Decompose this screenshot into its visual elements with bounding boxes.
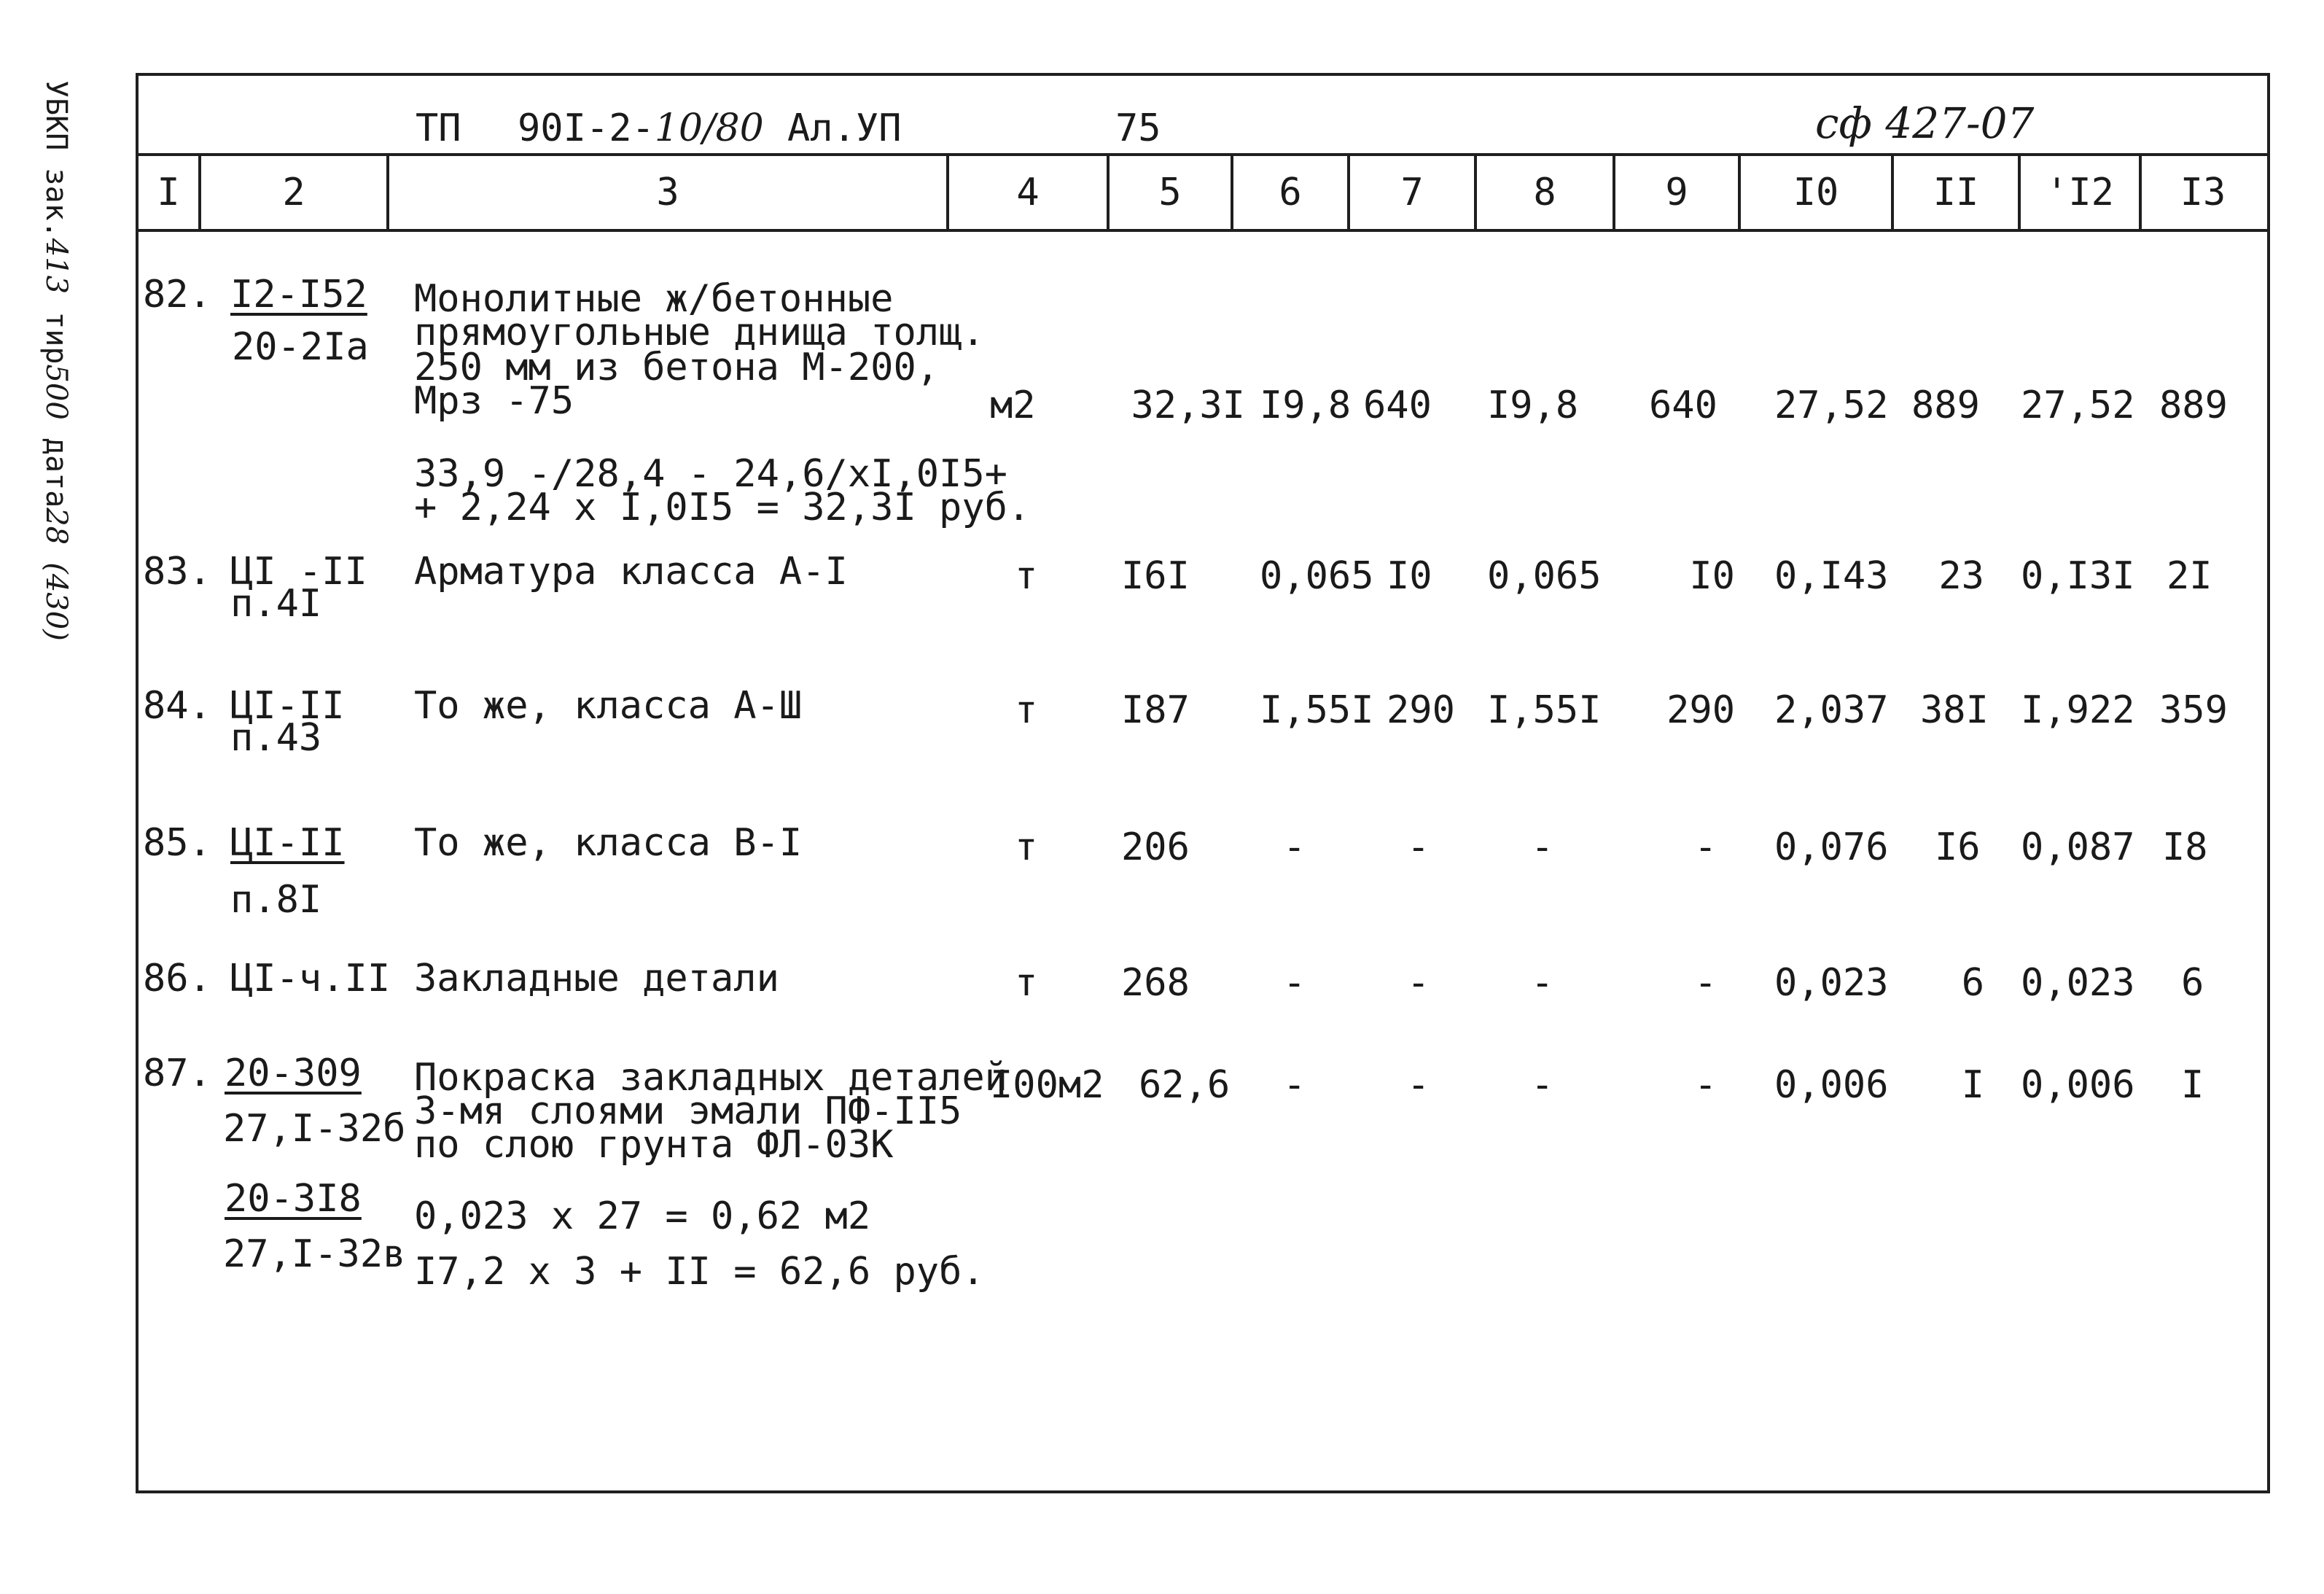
- cell-col12: 0,I3I: [2021, 554, 2135, 598]
- side-stamp-circ: 500: [39, 364, 73, 420]
- row-calculation-line: 33,9 -/28,4 - 24,6/xI,0I5+: [414, 452, 1007, 496]
- row-description-line: Мрз -75: [414, 379, 574, 423]
- row-calculation-line: + 2,24 x I,0I5 = 32,3I руб.: [414, 486, 1031, 529]
- col-header-5: 5: [1158, 171, 1182, 214]
- cell-col6: -: [1283, 825, 1306, 869]
- cell-col13: 2I: [2167, 554, 2212, 598]
- row-unit: т: [1015, 554, 1038, 598]
- col-header-12: 'I2: [2046, 171, 2114, 214]
- cell-col9: 640: [1649, 384, 1717, 427]
- row-unit: I00м2: [990, 1063, 1104, 1107]
- album-label: Ал.УП: [787, 106, 902, 150]
- cell-col9: 290: [1666, 688, 1735, 732]
- row-code-quaternary: 27,I-32в: [223, 1232, 406, 1276]
- col-header-1: I: [157, 171, 180, 214]
- row-code-primary: 20-309: [225, 1051, 362, 1095]
- row-code-secondary: п.43: [230, 716, 322, 760]
- side-stamp-printed: УБКП зак.: [39, 80, 73, 238]
- col-header-11: II: [1933, 171, 1979, 214]
- cell-col8: -: [1531, 825, 1554, 869]
- row-code-primary: ЦI-II: [230, 821, 345, 865]
- cell-col6: I,55I: [1260, 688, 1374, 732]
- cell-col7: I0: [1387, 554, 1432, 598]
- row-unit: т: [1015, 961, 1038, 1005]
- row-calculation-line: 0,023 x 27 = 0,62 м2: [414, 1194, 871, 1238]
- row-number: 85.: [143, 821, 211, 865]
- cell-col12: 0,087: [2021, 825, 2135, 869]
- cell-col7: -: [1407, 825, 1430, 869]
- row-code-secondary: 20-2Iа: [232, 325, 369, 369]
- row-code-primary: ЦI-ч.II: [230, 957, 391, 1000]
- row-number: 83.: [143, 550, 211, 594]
- page-number: 75: [1115, 106, 1161, 150]
- row-code-primary: ЦI -II: [230, 550, 367, 594]
- cell-col8: -: [1531, 961, 1554, 1005]
- cell-col13: 6: [2181, 961, 2204, 1005]
- col-header-7: 7: [1400, 171, 1424, 214]
- row-description-line: 3-мя слоями эмали ПФ-II5: [414, 1089, 962, 1133]
- cell-col9: -: [1694, 961, 1717, 1005]
- cell-col12: 0,023: [2021, 961, 2135, 1005]
- cell-col7: 640: [1363, 384, 1432, 427]
- cell-col5: 32,3I: [1131, 384, 1245, 427]
- project-label: ТП: [416, 106, 461, 150]
- side-stamp-order: 413: [39, 238, 73, 295]
- cell-col11: 6: [1961, 961, 1984, 1005]
- cell-col8: I9,8: [1487, 384, 1579, 427]
- row-number: 84.: [143, 684, 211, 728]
- row-code-primary: I2-I52: [230, 273, 367, 316]
- col-header-3: 3: [656, 171, 679, 214]
- cell-col10: 0,023: [1774, 961, 1889, 1005]
- side-stamp-date: 28: [39, 508, 73, 545]
- cell-col10: 0,076: [1774, 825, 1889, 869]
- row-code-secondary: п.8I: [230, 878, 322, 922]
- cell-col6: I9,8: [1260, 384, 1352, 427]
- cell-col7: -: [1407, 961, 1430, 1005]
- cell-col9: I0: [1689, 554, 1735, 598]
- cell-col6: -: [1283, 1063, 1306, 1107]
- row-number: 82.: [143, 273, 211, 316]
- cell-col11: I6: [1935, 825, 1981, 869]
- col-header-9: 9: [1665, 171, 1688, 214]
- cell-col11: 889: [1911, 384, 1980, 427]
- row-description-line: Закладные детали: [414, 957, 779, 1000]
- cell-col9: -: [1694, 825, 1717, 869]
- row-description-line: То же, класса В-I: [414, 821, 803, 865]
- cell-col5: I87: [1121, 688, 1190, 732]
- col-header-8: 8: [1533, 171, 1556, 214]
- cell-col13: 359: [2159, 688, 2228, 732]
- cell-col9: -: [1694, 1063, 1717, 1107]
- cell-col5: 268: [1121, 961, 1190, 1005]
- row-unit: т: [1015, 825, 1038, 869]
- col-header-2: 2: [282, 171, 305, 214]
- cell-col7: -: [1407, 1063, 1430, 1107]
- side-stamp-circ-label: тир: [39, 311, 73, 365]
- col-header-13: I3: [2180, 171, 2226, 214]
- project-code-printed: 90I-2-: [518, 106, 655, 150]
- row-description-line: То же, класса А-Ш: [414, 684, 803, 728]
- cell-col12: 0,006: [2021, 1063, 2135, 1107]
- cell-col7: 290: [1387, 688, 1455, 732]
- side-stamp-date-label: дата: [39, 437, 73, 508]
- cell-col8: I,55I: [1487, 688, 1602, 732]
- header-bottom-line: [136, 229, 2267, 232]
- side-stamp-suffix: (430): [39, 562, 73, 641]
- row-calculation-line: I7,2 x 3 + II = 62,6 руб.: [414, 1250, 985, 1294]
- row-description-line: Арматура класса А-I: [414, 550, 848, 594]
- row-code-tertiary: 20-3I8: [225, 1177, 362, 1221]
- row-description-line: прямоугольные днища толщ.: [414, 311, 985, 354]
- col-header-4: 4: [1016, 171, 1040, 214]
- cell-col10: 0,I43: [1774, 554, 1889, 598]
- row-description-line: Монолитные ж/бетонные: [414, 277, 894, 321]
- header-top-line: [136, 153, 2267, 156]
- project-code: [518, 106, 764, 150]
- project-code-hand: 10/80: [654, 106, 764, 150]
- cell-col5: 62,6: [1139, 1063, 1231, 1107]
- row-number: 87.: [143, 1051, 211, 1095]
- cell-col10: 0,006: [1774, 1063, 1889, 1107]
- cell-col10: 27,52: [1774, 384, 1889, 427]
- cell-col5: I6I: [1121, 554, 1190, 598]
- cell-col8: 0,065: [1487, 554, 1602, 598]
- cell-col5: 206: [1121, 825, 1190, 869]
- cell-col6: -: [1283, 961, 1306, 1005]
- row-code-secondary: п.4I: [230, 582, 322, 626]
- row-number: 86.: [143, 957, 211, 1000]
- row-code-primary: ЦI-II: [230, 684, 345, 728]
- cell-col12: 27,52: [2021, 384, 2135, 427]
- row-unit: т: [1015, 688, 1038, 732]
- cell-col8: -: [1531, 1063, 1554, 1107]
- col-header-6: 6: [1279, 171, 1302, 214]
- cell-col13: 889: [2159, 384, 2228, 427]
- cell-col11: 38I: [1920, 688, 1989, 732]
- col-header-10: I0: [1793, 171, 1839, 214]
- side-stamp: [39, 80, 73, 641]
- cell-col13: I: [2181, 1063, 2204, 1107]
- row-description-line: по слою грунта ФЛ-03К: [414, 1123, 894, 1167]
- cell-col12: I,922: [2021, 688, 2135, 732]
- row-description-line: Покраска закладных деталей: [414, 1056, 1007, 1100]
- cell-col10: 2,037: [1774, 688, 1889, 732]
- cell-col11: I: [1961, 1063, 1984, 1107]
- cell-col13: I8: [2162, 825, 2208, 869]
- cell-col6: 0,065: [1260, 554, 1374, 598]
- row-code-secondary: 27,I-32б: [223, 1107, 406, 1151]
- cell-col11: 23: [1938, 554, 1984, 598]
- row-unit: м2: [990, 384, 1036, 427]
- row-description-line: 250 мм из бетона М-200,: [414, 346, 940, 389]
- handwritten-stamp: сф 427-07: [1815, 98, 2035, 148]
